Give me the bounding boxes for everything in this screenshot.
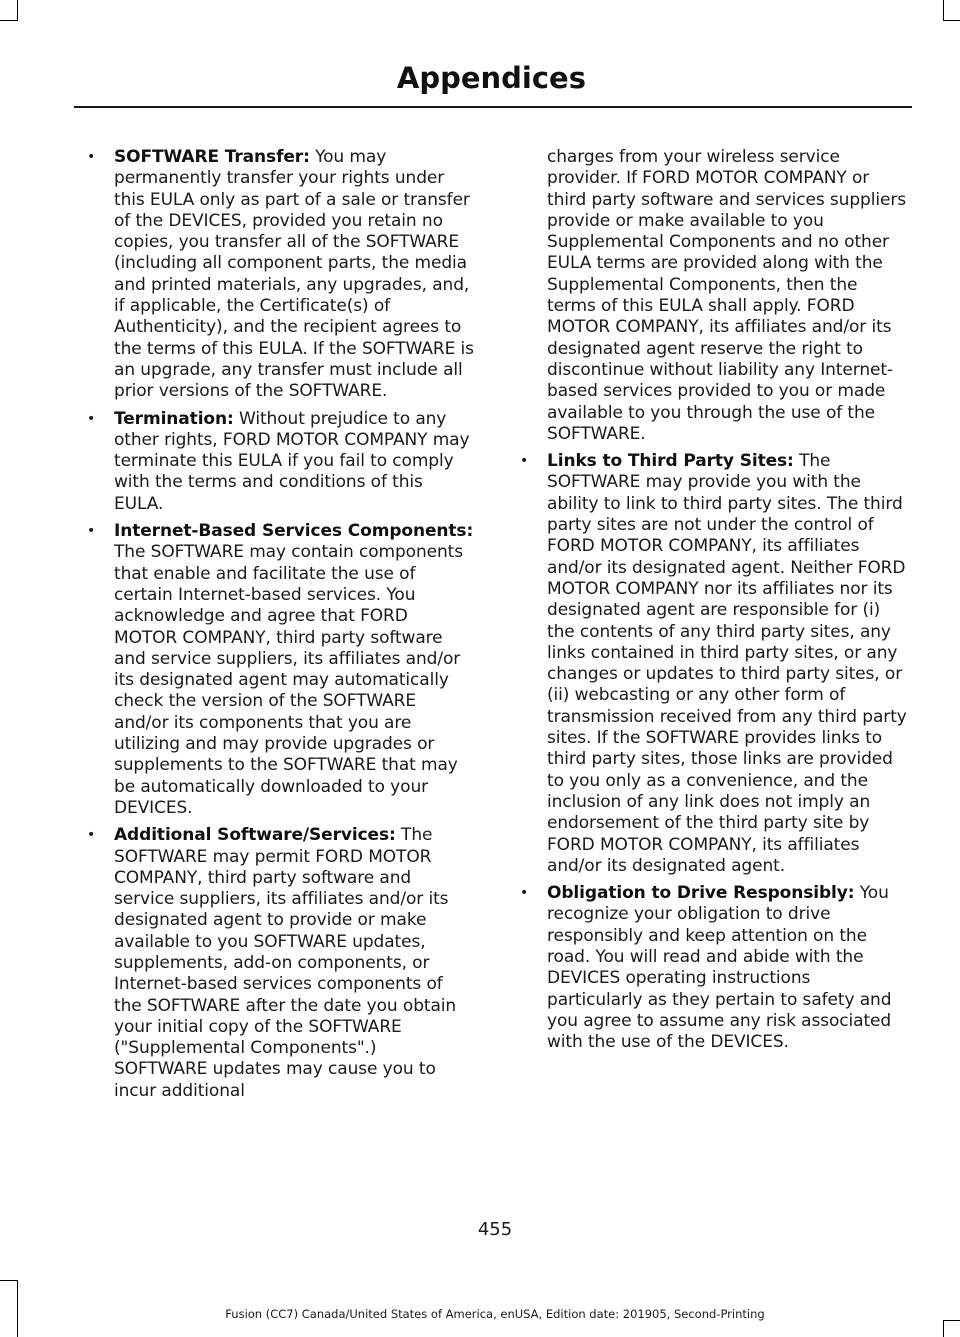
item-text: charges from your wireless service provider. If FORD MOTOR COMPANY or third party software and services suppliers provide or make available to you Supplemental Components and no other EULA terms are provided along with the Supplemental Components, then the terms of this EULA shall apply. FORD MOTOR COMPANY, its affiliates and/or its designated agent reserve the right to discontinue without liability any Internet-based services provided to you or made available to you through the use of the SOFTWARE. xyxy=(547,147,906,444)
page-title: Appendices xyxy=(396,61,586,95)
item-text: The SOFTWARE may permit FORD MOTOR COMPANY, third party software and service suppliers, its affiliates and/or its designated agent to provide or make available to you SOFTWARE updates, supplements, add-on components, or Internet-based services components of the SOFTWARE after the date you obtain your initial copy of the SOFTWARE ("Supplemental Components".) SOFTWARE updates may cause you to incur additional xyxy=(114,825,457,1101)
list-item xyxy=(520,451,907,877)
bullet-glyph: • xyxy=(520,453,529,470)
left-column xyxy=(87,147,474,1108)
bullet-glyph: • xyxy=(520,885,529,902)
crop-mark-top-left xyxy=(17,0,18,20)
item-text: Without prejudice to any other rights, FORD MOTOR COMPANY may terminate this EULA if you fail to comply with the terms and conditions of this EULA. xyxy=(114,408,470,514)
list-item-continued xyxy=(547,147,907,445)
bullet-glyph: • xyxy=(87,149,96,165)
item-term: Additional Software/Services: xyxy=(114,825,396,846)
crop-mark-top-right xyxy=(943,0,944,20)
list-item xyxy=(87,825,474,1102)
item-term: Links to Third Party Sites: xyxy=(547,451,794,472)
crop-mark-bottom-right xyxy=(943,1320,944,1337)
item-term: SOFTWARE Transfer: xyxy=(114,147,310,167)
item-text: The SOFTWARE may provide you with the ability to link to third party sites. The third party sites are not under the control of FORD MOTOR COMPANY, its affiliates and/or its designated agent. Neither FORD MOTOR COMPANY nor its affiliates nor its designated agent are responsible for (i) the contents of any third party sites, any links contained in third party sites, or any changes or updates to third party sites, or (ii) webcasting or any other form of transmission received from any third party sites. If the SOFTWARE provides links to third party sites, those links are provided to you only as a convenience, and the inclusion of any link does not imply an endorsement of the third party site by FORD MOTOR COMPANY, its affiliates and/or its designated agent. xyxy=(547,451,907,876)
list-item xyxy=(520,883,907,1053)
item-text: The SOFTWARE may contain components that enable and facilitate the use of certain Internet-based services. You acknowledge and agree that FORD MOTOR COMPANY, third party software and service suppliers, its affiliates and/or its designated agent may automatically check the version of the SOFTWARE and/or its components that you are utilizing and may provide upgrades or supplements to the SOFTWARE that may be automatically downloaded to your DEVICES. xyxy=(114,542,464,818)
bullet-glyph: • xyxy=(87,827,96,844)
header-divider xyxy=(74,106,912,108)
bullet-glyph: • xyxy=(87,523,96,540)
bullet-glyph: • xyxy=(87,410,96,427)
page-number: 455 xyxy=(477,1219,513,1240)
list-item xyxy=(87,147,474,403)
crop-mark-top-left-h xyxy=(0,20,18,21)
crop-mark-bottom-left-h xyxy=(0,1280,18,1281)
list-item xyxy=(87,521,474,819)
item-text: You may permanently transfer your rights under this EULA only as part of a sale or transfer of the DEVICES, provided you retain no copies, you transfer all of the SOFTWARE (including all component parts, the media and printed materials, any upgrades, and, if applicable, the Certificate(s) of Authenticity), and the recipient agrees to the terms of this EULA. If the SOFTWARE is an upgrade, any transfer must include all prior versions of the SOFTWARE. xyxy=(114,147,474,402)
item-term: Termination: xyxy=(114,408,234,429)
crop-mark-top-right-h xyxy=(943,20,960,21)
item-text: You recognize your obligation to drive responsibly and keep attention on the road. You will read and abide with the DEVICES operating instructions particularly as they pertain to safety and you agree to assume any risk associated with the use of the DEVICES. xyxy=(547,883,892,1053)
right-column xyxy=(520,147,907,1059)
item-term: Internet-Based Services Components: xyxy=(114,521,474,542)
list-item xyxy=(87,408,474,515)
item-term: Obligation to Drive Responsibly: xyxy=(547,883,855,904)
edition-footer: Fusion (CC7) Canada/United States of America, enUSA, Edition date: 201905, Second-Printing xyxy=(225,1307,765,1321)
